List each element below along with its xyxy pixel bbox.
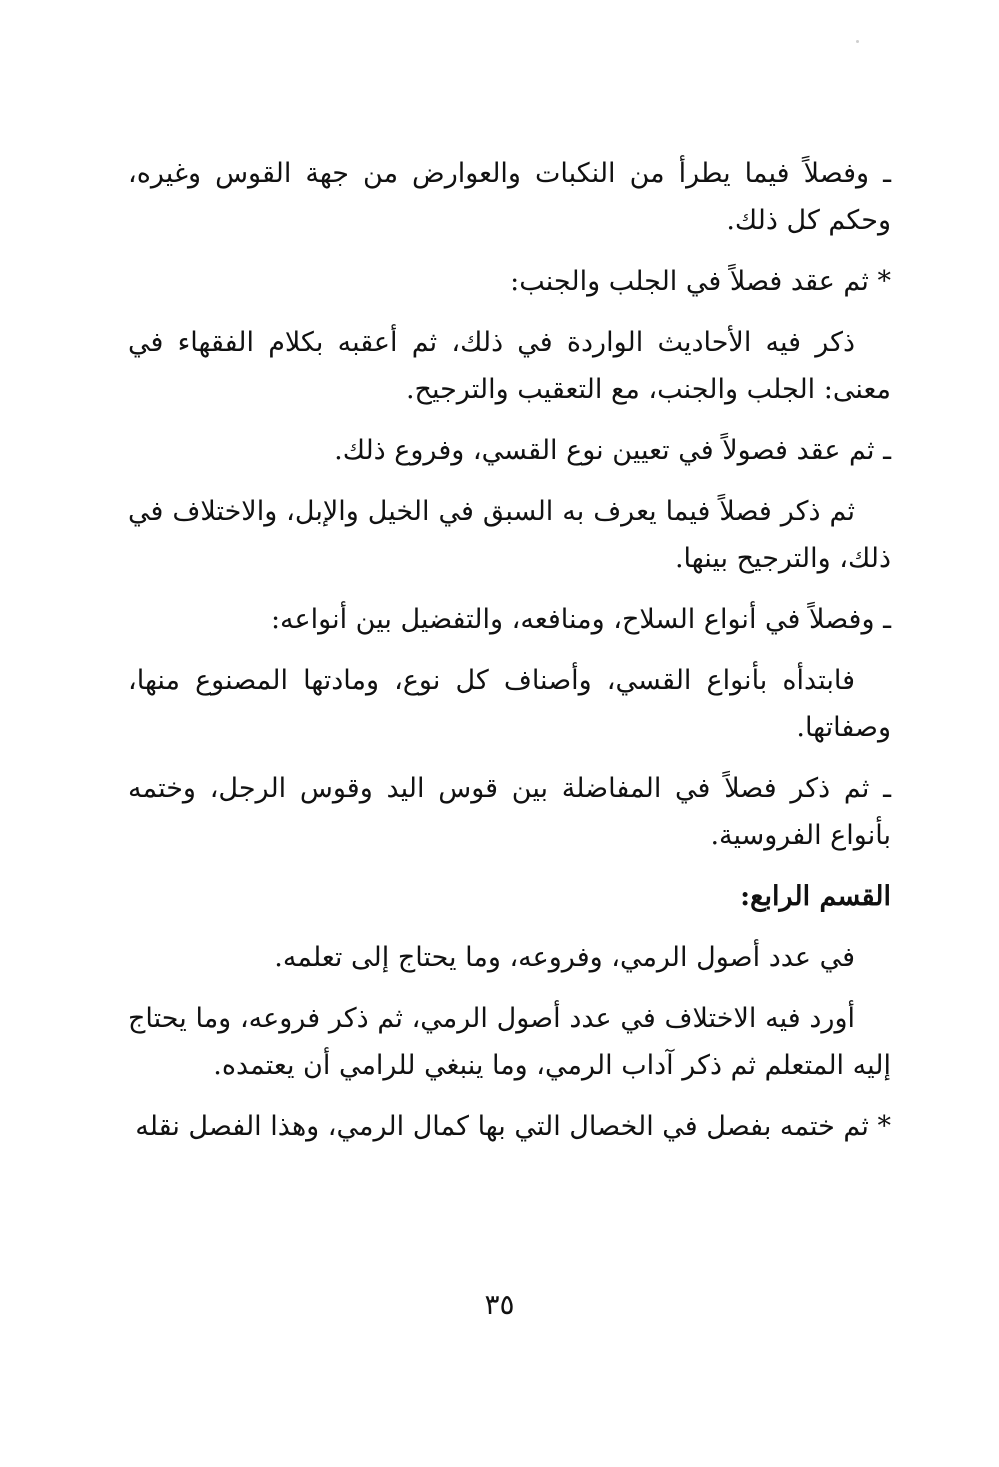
scan-speck <box>856 40 859 43</box>
paragraph-7: فابتدأه بأنواع القسي، وأصناف كل نوع، ومادتها المصنوع منها، وصفاتها. <box>128 665 891 743</box>
page-number: ٣٥ <box>484 1288 515 1321</box>
paragraph-11: أورد فيه الاختلاف في عدد أصول الرمي، ثم ذكر فروعه، وما يحتاج إليه المتعلم ثم ذكر آداب الرمي، وما ينبغي للرامي أن يعتمده. <box>128 1003 891 1081</box>
paragraph-2: * ثم عقد فصلاً في الجلب والجنب: <box>510 266 891 297</box>
paragraph-6: ـ وفصلاً في أنواع السلاح، ومنافعه، والتفضيل بين أنواعه: <box>270 604 891 635</box>
paragraph-1: ـ وفصلاً فيما يطرأ من النكبات والعوارض من جهة القوس وغيره، وحكم كل ذلك. <box>128 158 891 236</box>
paragraph-5: ثم ذكر فصلاً فيما يعرف به السبق في الخيل والإبل، والاختلاف في ذلك، والترجيح بينها. <box>128 496 891 574</box>
page-body-text <box>128 150 891 1164</box>
paragraph-10: في عدد أصول الرمي، وفروعه، وما يحتاج إلى تعلمه. <box>274 942 855 973</box>
paragraph-3: ذكر فيه الأحاديث الواردة في ذلك، ثم أعقبه بكلام الفقهاء في معنى: الجلب والجنب، مع التعقيب والترجيح. <box>128 327 891 405</box>
paragraph-4: ـ ثم عقد فصولاً في تعيين نوع القسي، وفروع ذلك. <box>334 435 891 466</box>
section-heading: القسم الرابع: <box>740 881 891 912</box>
paragraph-12: * ثم ختمه بفصل في الخصال التي بها كمال الرمي، وهذا الفصل نقله <box>135 1111 891 1142</box>
paragraph-8: ـ ثم ذكر فصلاً في المفاضلة بين قوس اليد وقوس الرجل، وختمه بأنواع الفروسية. <box>128 773 891 851</box>
